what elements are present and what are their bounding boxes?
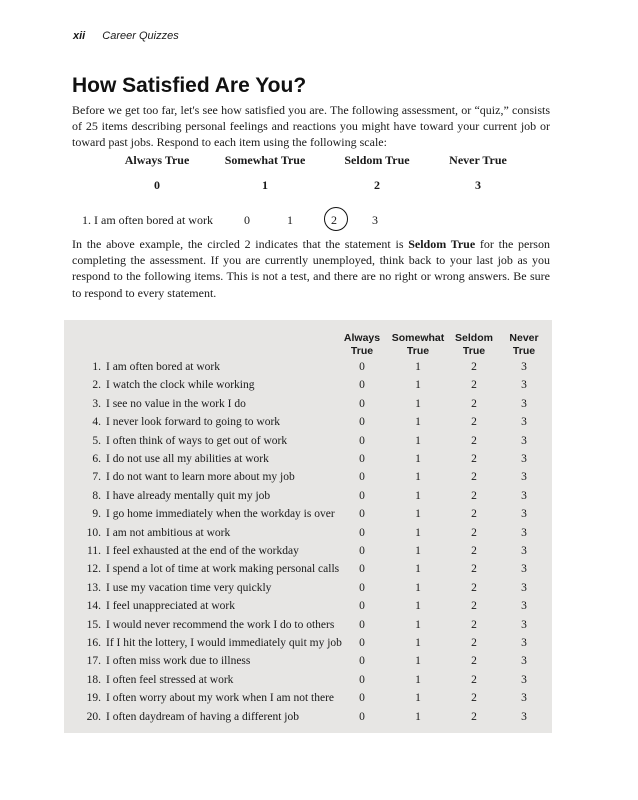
example-option: 0 — [244, 213, 250, 227]
item-scale-value[interactable]: 0 — [359, 600, 365, 613]
item-scale-value[interactable]: 1 — [415, 379, 421, 392]
item-statement: I never look forward to going to work — [106, 416, 281, 429]
quiz-item-row — [0, 398, 638, 416]
column-header-line: True — [406, 345, 430, 357]
item-scale-value[interactable]: 3 — [521, 471, 527, 484]
item-scale-value[interactable]: 0 — [359, 416, 365, 429]
item-scale-value[interactable]: 0 — [359, 545, 365, 557]
item-scale-value[interactable]: 3 — [521, 692, 527, 705]
item-scale-value[interactable]: 2 — [471, 416, 477, 429]
scale-label-somewhat: Somewhat True — [224, 153, 306, 167]
item-statement: I do not want to learn more about my job — [106, 471, 295, 484]
item-scale-value[interactable]: 2 — [471, 692, 477, 705]
item-number: 15. — [86, 618, 101, 631]
item-statement: I feel exhausted at the end of the workday — [106, 545, 299, 557]
item-scale-value[interactable]: 0 — [359, 379, 365, 392]
scale-value-never: 3 — [475, 178, 481, 192]
item-scale-value[interactable]: 3 — [521, 618, 527, 631]
item-scale-value[interactable]: 1 — [415, 526, 421, 539]
column-header-line: True — [512, 345, 536, 357]
item-scale-value[interactable]: 0 — [359, 489, 365, 502]
scale-values — [0, 178, 638, 194]
item-scale-value[interactable]: 3 — [521, 545, 527, 557]
item-scale-value[interactable]: 2 — [471, 710, 477, 723]
item-statement: I feel unappreciated at work — [106, 600, 235, 613]
scale-labels — [0, 153, 638, 169]
item-scale-value[interactable]: 2 — [471, 581, 477, 594]
item-scale-value[interactable]: 1 — [415, 416, 421, 429]
quiz-item-row — [0, 361, 638, 379]
item-number: 18. — [86, 673, 101, 686]
item-scale-value[interactable]: 3 — [521, 397, 527, 410]
item-scale-value[interactable]: 1 — [415, 453, 421, 465]
item-number: 11. — [87, 545, 101, 557]
item-scale-value[interactable]: 2 — [471, 434, 477, 447]
item-scale-value[interactable]: 3 — [521, 673, 527, 686]
page-number: xii — [73, 30, 86, 42]
item-number: 14. — [86, 600, 101, 613]
column-header-line: Seldom — [455, 332, 493, 344]
item-scale-value[interactable]: 0 — [359, 361, 365, 373]
example-option: 3 — [372, 213, 378, 227]
item-scale-value[interactable]: 1 — [415, 692, 421, 705]
item-scale-value[interactable]: 0 — [359, 471, 365, 484]
item-scale-value[interactable]: 2 — [471, 545, 477, 557]
quiz-item-row — [0, 619, 638, 637]
item-scale-value[interactable]: 0 — [359, 637, 365, 649]
item-number: 17. — [86, 655, 101, 668]
item-scale-value[interactable]: 0 — [359, 673, 365, 686]
item-scale-value[interactable]: 1 — [415, 508, 421, 521]
item-scale-value[interactable]: 3 — [521, 489, 527, 502]
quiz-item-row — [0, 471, 638, 489]
example-option-circled: 2 — [331, 213, 337, 227]
item-scale-value[interactable]: 3 — [521, 416, 527, 429]
item-statement: I often daydream of having a different job — [106, 710, 299, 723]
item-scale-value[interactable]: 0 — [359, 655, 365, 668]
quiz-item-row — [0, 582, 638, 600]
item-number: 3. — [92, 397, 101, 410]
explanation-emphasis: Seldom True — [408, 237, 476, 251]
item-statement: I do not use all my abilities at work — [106, 453, 269, 465]
item-scale-value[interactable]: 3 — [521, 526, 527, 539]
item-scale-value[interactable]: 2 — [471, 526, 477, 539]
item-scale-value[interactable]: 3 — [521, 600, 527, 613]
item-number: 8. — [92, 489, 101, 502]
scale-label-always: Always True — [124, 153, 190, 167]
item-scale-value[interactable]: 1 — [415, 637, 421, 649]
running-title: Career Quizzes — [102, 30, 179, 42]
item-scale-value[interactable]: 2 — [471, 508, 477, 521]
item-statement: If I hit the lottery, I would immediately quit my job — [106, 637, 342, 649]
item-scale-value[interactable]: 2 — [471, 600, 477, 613]
item-scale-value[interactable]: 0 — [359, 526, 365, 539]
item-statement: I would never recommend the work I do to others — [106, 618, 335, 631]
item-scale-value[interactable]: 3 — [521, 710, 527, 723]
item-scale-value[interactable]: 1 — [415, 618, 421, 631]
item-number: 19. — [86, 692, 101, 705]
example-item — [0, 213, 638, 231]
item-scale-value[interactable]: 3 — [521, 563, 527, 576]
item-scale-value[interactable]: 3 — [521, 637, 527, 649]
quiz-item-row — [0, 674, 638, 692]
item-scale-value[interactable]: 2 — [471, 361, 477, 373]
item-scale-value[interactable]: 0 — [359, 710, 365, 723]
item-scale-value[interactable]: 0 — [359, 434, 365, 447]
example-statement: 1. I am often bored at work — [82, 213, 213, 227]
quiz-item-row — [0, 508, 638, 526]
column-header-line: Always — [343, 332, 381, 344]
item-statement: I spend a lot of time at work making personal calls — [106, 563, 340, 576]
item-scale-value[interactable]: 3 — [521, 434, 527, 447]
item-scale-value[interactable]: 2 — [471, 637, 477, 649]
item-number: 13. — [86, 581, 101, 594]
quiz-item-row — [0, 379, 638, 397]
item-scale-value[interactable]: 2 — [471, 489, 477, 502]
example-option: 1 — [287, 213, 293, 227]
item-scale-value[interactable]: 2 — [471, 655, 477, 668]
answer-circle-mark — [324, 207, 348, 231]
item-statement: I see no value in the work I do — [106, 397, 246, 410]
item-statement: I use my vacation time very quickly — [106, 581, 272, 594]
explanation-text: In the above example, the circled 2 indicates that the statement is — [72, 237, 409, 251]
item-scale-value[interactable]: 2 — [471, 397, 477, 410]
item-scale-value[interactable]: 1 — [415, 563, 421, 576]
quiz-item-row — [0, 527, 638, 545]
column-header-line: True — [462, 345, 486, 357]
item-scale-value[interactable]: 1 — [415, 710, 421, 723]
column-header-line: Somewhat — [391, 332, 445, 344]
item-scale-value[interactable]: 1 — [415, 361, 421, 373]
quiz-item-row — [0, 453, 638, 471]
item-statement: I often feel stressed at work — [106, 673, 234, 686]
item-scale-value[interactable]: 2 — [471, 618, 477, 631]
explanation-text: for the person completing the assessment. If you are currently unemployed, think back to your last job as you respond to the following items. This is not a test, and there are no right or wrong answers. Be sure to respond to every statement. — [72, 237, 550, 300]
item-scale-value[interactable]: 2 — [471, 453, 477, 465]
quiz-item-row — [0, 490, 638, 508]
item-scale-value[interactable]: 1 — [415, 600, 421, 613]
item-number: 10. — [86, 526, 101, 539]
scale-value-seldom: 2 — [374, 178, 380, 192]
item-scale-value[interactable]: 2 — [471, 471, 477, 484]
quiz-item-row — [0, 600, 638, 618]
quiz-item-row — [0, 655, 638, 673]
item-scale-value[interactable]: 0 — [359, 508, 365, 521]
explanation-paragraph — [72, 236, 550, 301]
item-statement: I am not ambitious at work — [106, 526, 231, 539]
item-number: 1. — [92, 361, 101, 373]
column-header-line: True — [350, 345, 374, 357]
item-scale-value[interactable]: 1 — [415, 489, 421, 502]
quiz-item-row — [0, 711, 638, 729]
scale-value-somewhat: 1 — [262, 178, 268, 192]
scale-label-seldom: Seldom True — [344, 153, 410, 167]
quiz-item-row — [0, 637, 638, 655]
item-scale-value[interactable]: 0 — [359, 692, 365, 705]
item-scale-value[interactable]: 3 — [521, 655, 527, 668]
page-title: How Satisfied Are You? — [72, 74, 307, 97]
item-scale-value[interactable]: 3 — [521, 453, 527, 465]
item-scale-value[interactable]: 2 — [471, 563, 477, 576]
intro-paragraph: Before we get too far, let's see how satisfied you are. The following assessment, or “quiz,” consists of 25 items describing personal feelings and reactions you might have toward your current job or toward past jobs. Respond to each item using the following scale: — [72, 103, 550, 150]
item-scale-value[interactable]: 1 — [415, 397, 421, 410]
item-scale-value[interactable]: 1 — [415, 434, 421, 447]
item-scale-value[interactable]: 2 — [471, 379, 477, 392]
item-scale-value[interactable]: 0 — [359, 581, 365, 594]
scale-value-always: 0 — [154, 178, 160, 192]
column-header-always — [344, 332, 380, 358]
item-number: 6. — [92, 453, 101, 465]
item-scale-value[interactable]: 1 — [415, 471, 421, 484]
item-number: 20. — [86, 710, 101, 723]
item-scale-value[interactable]: 1 — [415, 581, 421, 594]
scale-label-never: Never True — [449, 153, 507, 167]
item-statement: I go home immediately when the workday is over — [106, 508, 335, 521]
quiz-item-row — [0, 435, 638, 453]
item-scale-value[interactable]: 3 — [521, 361, 527, 373]
item-statement: I often miss work due to illness — [106, 655, 251, 668]
column-header-never — [509, 332, 538, 358]
column-header-somewhat — [392, 332, 445, 358]
item-statement: I am often bored at work — [106, 361, 221, 373]
item-scale-value[interactable]: 3 — [521, 379, 527, 392]
item-scale-value[interactable]: 0 — [359, 563, 365, 576]
item-number: 12. — [86, 563, 101, 576]
item-scale-value[interactable]: 0 — [359, 453, 365, 465]
item-number: 4. — [92, 416, 101, 429]
item-number: 16. — [86, 637, 101, 649]
running-header — [73, 30, 179, 42]
column-header-seldom — [455, 332, 493, 358]
item-scale-value[interactable]: 0 — [359, 397, 365, 410]
item-statement: I watch the clock while working — [106, 379, 255, 392]
quiz-item-row — [0, 545, 638, 563]
quiz-item-row — [0, 563, 638, 581]
item-scale-value[interactable]: 0 — [359, 618, 365, 631]
item-statement: I often think of ways to get out of work — [106, 434, 288, 447]
item-number: 9. — [92, 508, 101, 521]
quiz-item-row — [0, 692, 638, 710]
item-number: 2. — [92, 379, 101, 392]
item-scale-value[interactable]: 3 — [521, 508, 527, 521]
item-statement: I have already mentally quit my job — [106, 489, 271, 502]
item-scale-value[interactable]: 2 — [471, 673, 477, 686]
quiz-item-row — [0, 416, 638, 434]
item-scale-value[interactable]: 1 — [415, 655, 421, 668]
column-header-line: Never — [509, 332, 539, 344]
item-scale-value[interactable]: 1 — [415, 545, 421, 557]
item-statement: I often worry about my work when I am not there — [106, 692, 335, 705]
item-number: 7. — [92, 471, 101, 484]
item-scale-value[interactable]: 3 — [521, 581, 527, 594]
item-scale-value[interactable]: 1 — [415, 673, 421, 686]
item-number: 5. — [92, 434, 101, 447]
